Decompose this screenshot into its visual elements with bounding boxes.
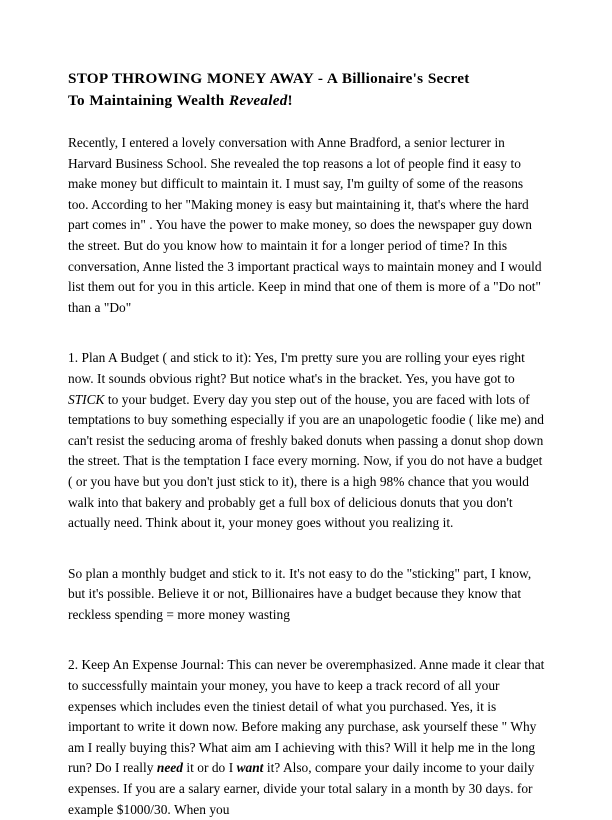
paragraph-intro-text: Recently, I entered a lovely conversation with Anne Bradford, a senior lecturer in Harvard Business School. She revealed the top reasons a lot of people find it easy to make money but difficult to maintain it. I must say, I'm guilty of some of the reasons too. According to her "Making money is easy but maintaining it, that's where the hard part comes in" . You have the power to make money, so does the newspaper guy down the street. But do you know how to maintain it for a longer period of time? In this conversation, Anne listed the 3 important practical ways to maintain money and I would list them out for you in this article. Keep in mind that one of them is more of a "Do not" than a "Do" [68,135,542,315]
point-2-segment-1: 2. Keep An Expense Journal: This can never be overemphasized. Anne made it clear that to successfully maintain your money, you have to keep a track record of all your expenses which includes even the tiniest detail of what you purchased. Yes, it is important to write it down now. Before making any purchase, ask yourself these " Why am I really buying this? What aim am I achieving with this? Will it help me in the long run? Do I really [68,657,545,776]
paragraph-point-1-followup [68,564,546,626]
point-1-followup-text: So plan a monthly budget and stick to it. It's not easy to do the "sticking" part, I know, but it's possible. Believe it or not, Billionaires have a budget because they know that reckless spending = more money wasting [68,565,532,622]
paragraph-point-1 [68,348,546,533]
point-2-segment-2: it or do I [182,760,237,776]
point-2-emphasis-want: want [236,760,264,776]
page-title-line-2-suffix: ! [287,91,293,109]
page-title-line-1: STOP THROWING MONEY AWAY - A Billionaire's Secret [68,70,470,87]
point-1-segment-1: 1. Plan A Budget ( and stick to it): Yes, I'm pretty sure you are rolling your eyes right now. It sounds obvious right? But notice what's in the bracket. Yes, you have got to [68,350,525,386]
point-1-emphasis-stick: STICK [68,391,105,407]
page-title [68,68,546,111]
point-2-segment-3: it? Also, compare your daily income to your daily expenses. If you are a salary earner, divide your total salary in a month by 30 days. for example $1000/30. When you [68,760,535,817]
paragraph-intro [68,133,546,318]
point-2-emphasis-need: need [156,760,183,776]
page-title-emphasis: Revealed [229,91,288,109]
page-title-line-2-prefix: To Maintaining Wealth [68,91,230,109]
paragraph-point-2 [68,655,546,820]
point-1-segment-2: to your budget. Every day you step out of the house, you are faced with lots of temptations to buy something especially if you are an unapologetic foodie ( like me) and can't resist the seducing aroma of freshly baked donuts when passing a donut shop down the street. That is the temptation I face every morning. Now, if you do not have a budget ( or you have but you don't just stick to it), there is a high 98% chance that you would walk into that bakery and probably get a full box of delicious donuts that you don't actually need. Think about it, your money goes without you realizing it. [68,391,544,531]
